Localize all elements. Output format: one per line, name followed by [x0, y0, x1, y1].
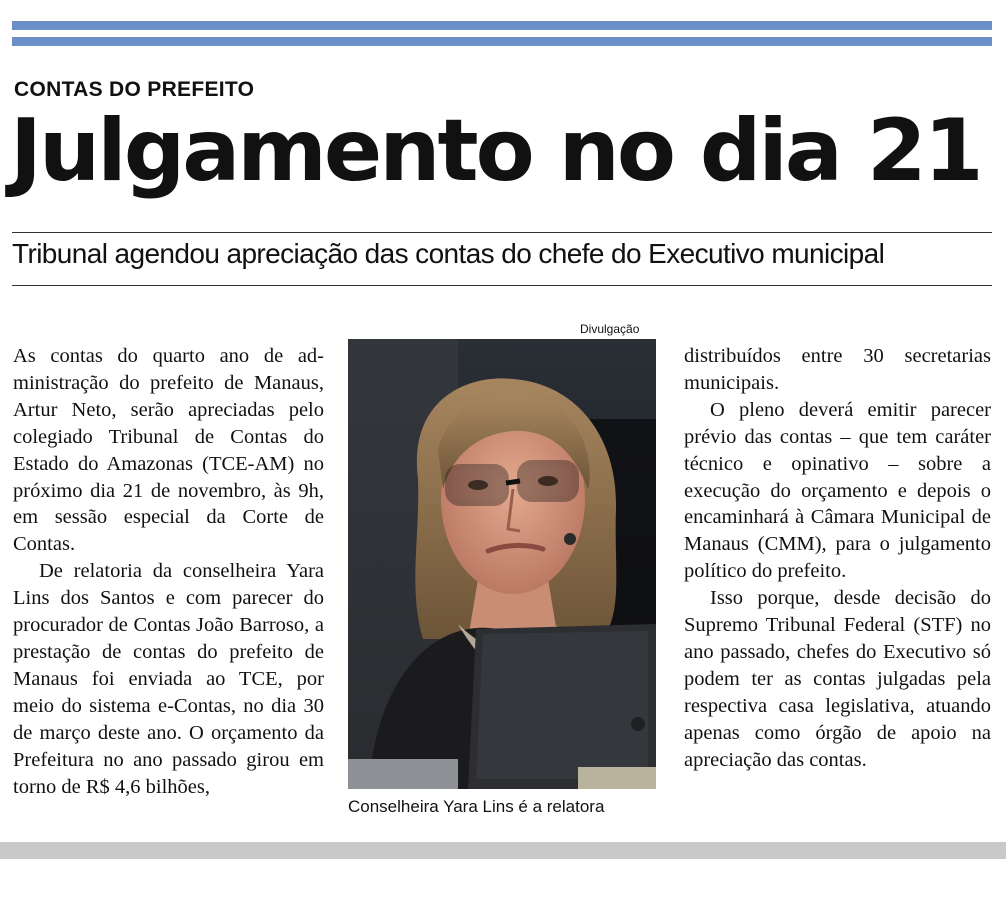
- section-kicker: CONTAS DO PREFEITO: [14, 78, 255, 101]
- paragraph: Isso porque, desde decisão do Supremo Tribunal Federal (STF) no ano passado, chefes do Executivo só podem ter as contas julgadas pela respectiva casa legislativa, atuando apenas como órgão de apoio na apreciação das contas.: [684, 587, 991, 771]
- portrait-illustration: [348, 339, 656, 789]
- bottom-decorative-bar: [0, 842, 1006, 859]
- paragraph: De relatoria da conselheira Yara Lins dos Santos e com parecer do procurador de Contas João Barroso, a prestação de contas do prefeito de Manaus foi enviada ao TCE, por meio do sistema e-Contas, no dia 30 de março deste ano. O orçamento da Prefeitura no ano passado girou em torno de R$ 4,6 bilhões,: [13, 560, 324, 798]
- subheadline: Tribunal agendou apreciação das contas do chefe do Executivo municipal: [12, 238, 885, 269]
- subhead-rule-bottom: [12, 285, 992, 286]
- top-decorative-bar: [12, 21, 992, 30]
- article-column-right: [684, 343, 991, 774]
- article-photo: [348, 339, 656, 789]
- paragraph: As contas do quarto ano de administração do prefeito de Manaus, Artur Neto, serão apreciadas pelo colegiado Tribunal de Contas do Estado do Amazonas (TCE-AM) no próximo dia 21 de novembro, às 9h, em sessão especial da Corte de Contas.: [13, 345, 324, 556]
- article-column-left: [13, 343, 324, 800]
- photo-credit: Divulgação: [580, 322, 640, 336]
- paragraph: distribuídos entre 30 secretarias municipais.: [684, 345, 991, 394]
- top-decorative-bar-second: [12, 37, 992, 46]
- headline: Julgamento no dia 21: [10, 101, 981, 201]
- subhead-rule-top: [12, 232, 992, 233]
- photo-caption: Conselheira Yara Lins é a relatora: [348, 797, 605, 816]
- paragraph: O pleno deverá emitir parecer prévio das contas – que tem caráter técnico e opinativo – sobre a execução do orçamento e depois o encaminhará à Câmara Municipal de Manaus (CMM), para o julgamento político do prefeito.: [684, 398, 991, 583]
